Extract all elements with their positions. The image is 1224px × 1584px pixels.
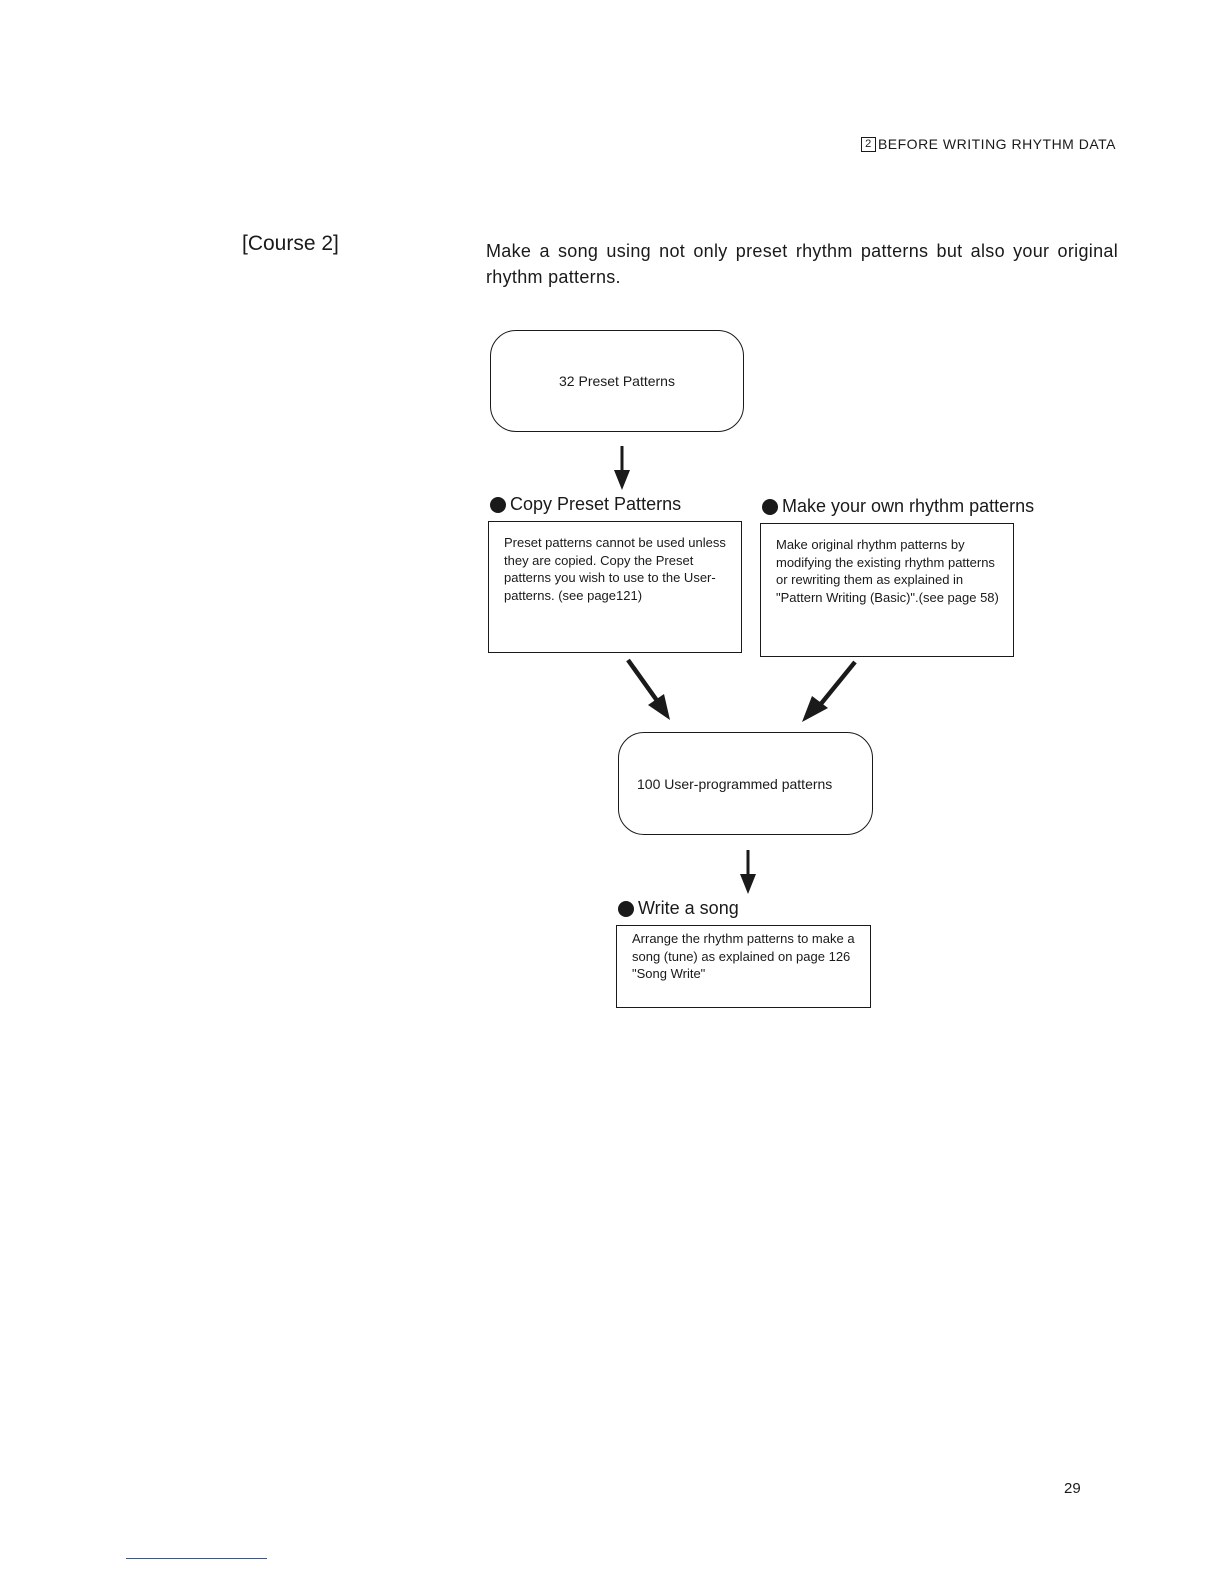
bullet-icon [490,497,506,513]
course-label: [Course 2] [242,232,339,255]
user-patterns-box [618,732,873,835]
arrow-down-icon [740,850,756,894]
write-heading [618,898,739,919]
page-number: 29 [1064,1480,1081,1497]
make-description-box [760,523,1014,657]
make-heading [762,496,1034,517]
arrow-diagonal-left-icon [802,662,855,722]
write-description-box [616,925,871,1008]
write-description: Arrange the rhythm patterns to make a song (tune) as explained on page 126 "Song Write" [632,931,855,981]
copy-description: Preset patterns cannot be used unless they are copied. Copy the Preset patterns you wish to use to the User-patterns. (see page121) [504,535,726,603]
preset-patterns-label: 32 Preset Patterns [559,373,675,389]
copy-description-box [488,521,742,653]
bullet-icon [618,901,634,917]
preset-patterns-box [490,330,744,432]
make-heading-text: Make your own rhythm patterns [782,496,1035,516]
make-description: Make original rhythm patterns by modifying the existing rhythm patterns or rewriting them as explained in "Pattern Writing (Basic)".(see page 58) [776,537,999,605]
section-title: BEFORE WRITING RHYTHM DATA [877,136,1116,152]
arrow-down-icon [614,446,630,490]
user-patterns-label: 100 User-programmed patterns [637,775,833,792]
bottom-rule [126,1558,267,1559]
section-number-badge: 2 [861,137,876,152]
copy-heading [490,494,681,515]
copy-heading-text: Copy Preset Patterns [510,494,682,514]
write-heading-text: Write a song [638,898,739,918]
bullet-icon [762,499,778,515]
course-intro: Make a song using not only preset rhythm patterns but also your original rhythm patterns. [486,241,1118,287]
arrow-diagonal-right-icon [628,660,670,720]
